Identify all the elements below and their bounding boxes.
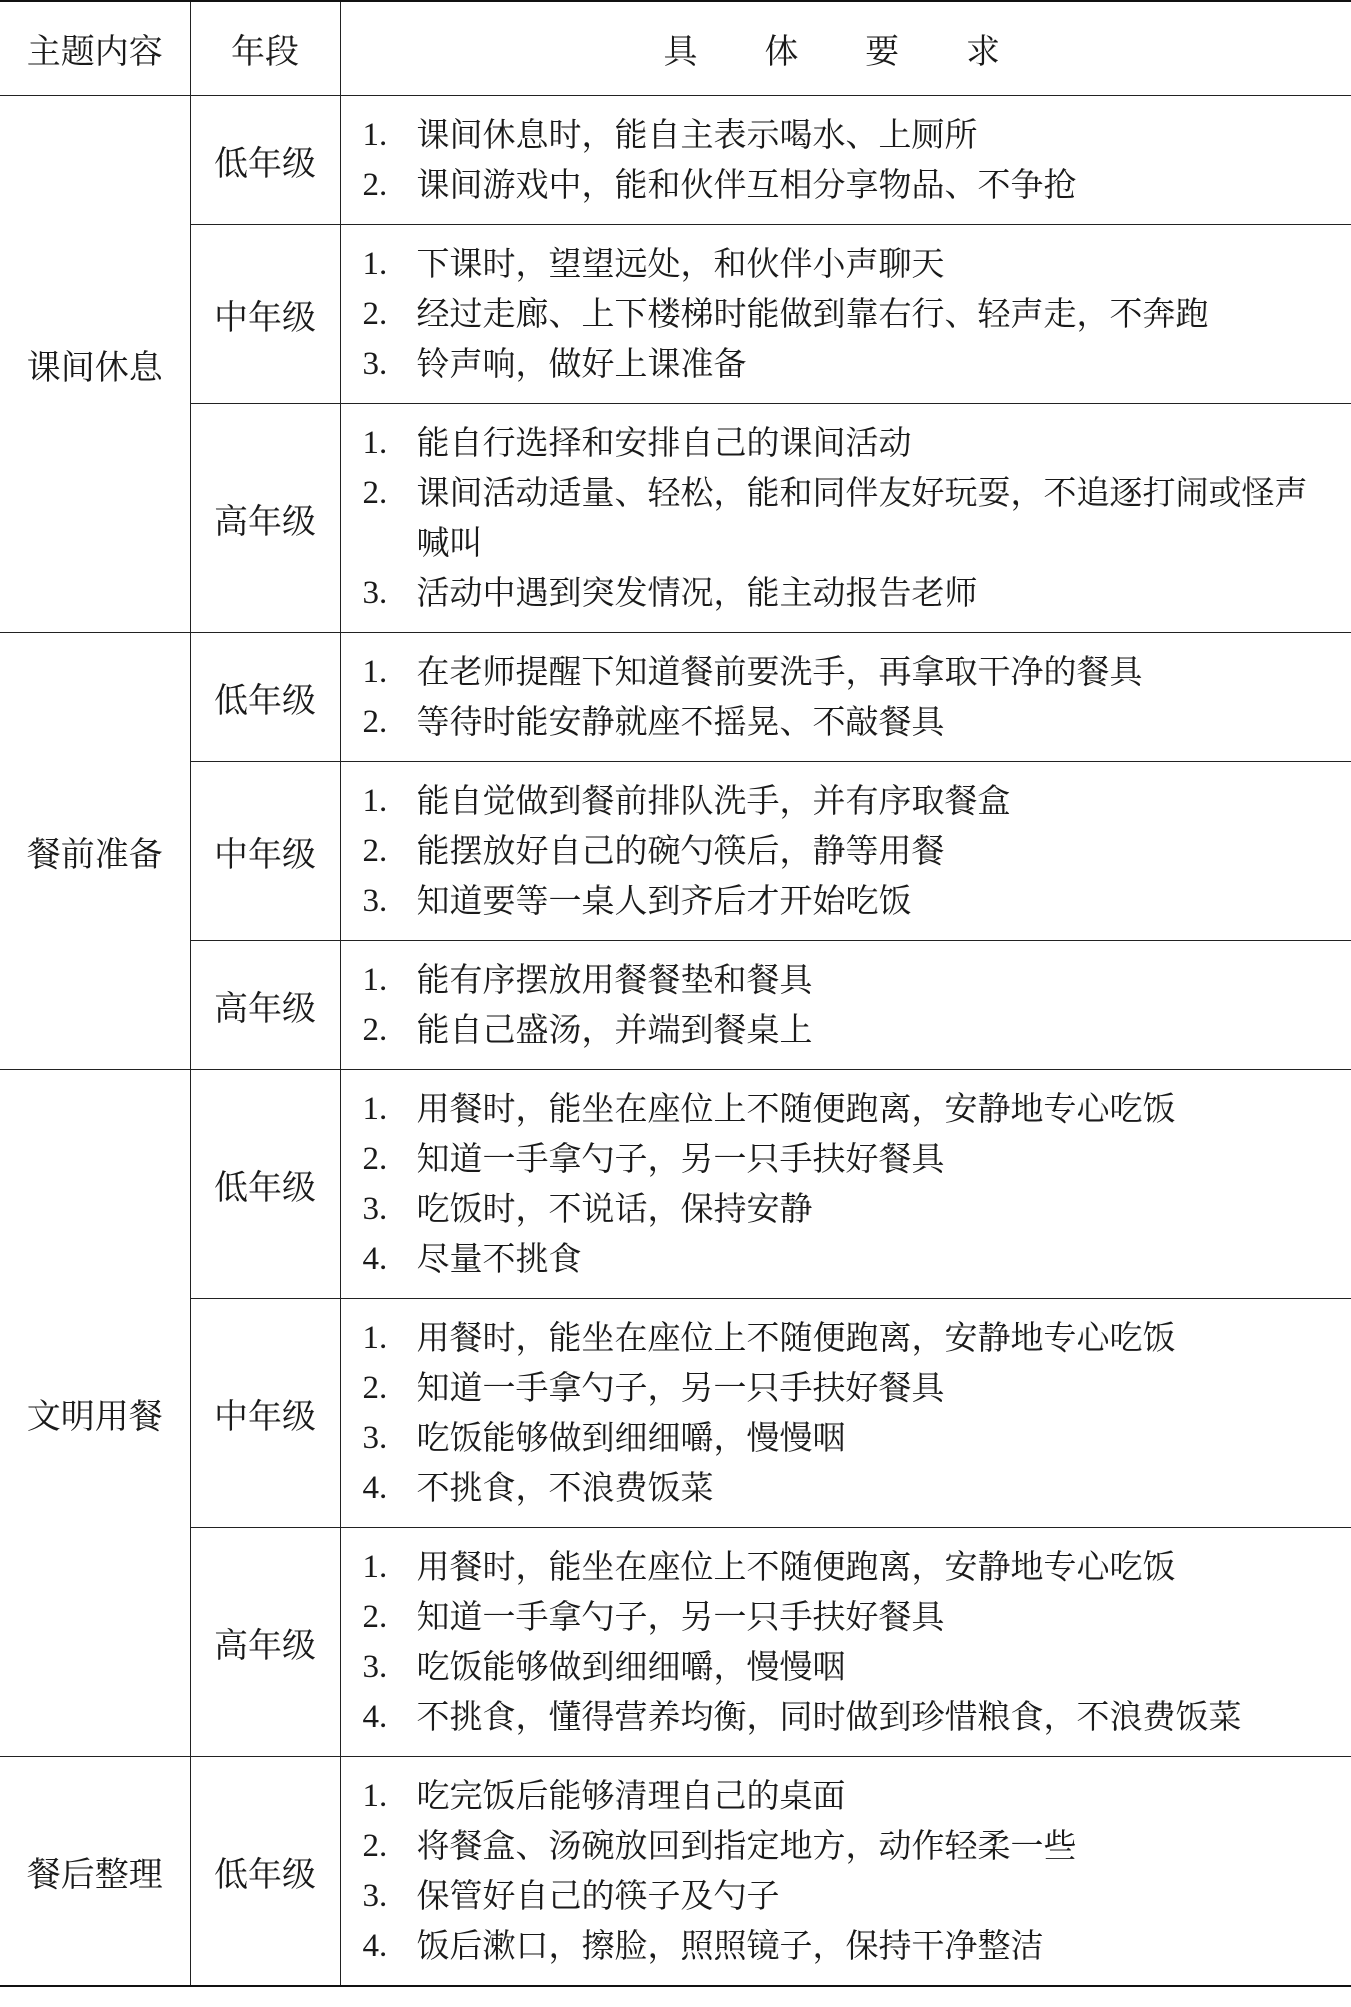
requirement-text: 不挑食，不浪费饭菜: [416, 1468, 714, 1507]
requirement-item: [363, 1542, 1334, 1592]
requirement-text: 课间游戏中，能和伙伴互相分享物品、不争抢: [416, 165, 1077, 204]
header-requirements: 具 体 要 求: [340, 1, 1351, 96]
requirement-text: 能自己盛汤，并端到餐桌上: [416, 1010, 813, 1049]
requirements-cell: [340, 404, 1351, 633]
requirement-text: 吃饭时，不说话，保持安静: [416, 1189, 813, 1228]
requirements-cell: [340, 1070, 1351, 1299]
requirement-item: [363, 1692, 1334, 1742]
requirement-number: 2.: [362, 167, 388, 203]
requirements-list: [363, 1542, 1334, 1742]
requirements-cell: [340, 633, 1351, 762]
grade-cell: 低年级: [190, 96, 340, 225]
requirement-text: 知道一手拿勺子，另一只手扶好餐具: [416, 1597, 945, 1636]
requirements-list: [363, 1771, 1334, 1971]
requirement-number: 1.: [362, 425, 388, 461]
requirement-number: 3.: [362, 1878, 388, 1914]
requirement-number: 4.: [362, 1470, 388, 1506]
table-row: [0, 96, 1351, 225]
theme-cell: 餐后整理: [0, 1757, 190, 1987]
requirement-number: 1.: [362, 1778, 388, 1814]
requirement-item: [363, 1871, 1334, 1921]
requirement-item: [363, 1084, 1334, 1134]
grade-cell: 高年级: [190, 1528, 340, 1757]
header-row: [0, 1, 1351, 96]
requirement-number: 2.: [362, 1012, 388, 1048]
requirement-text: 铃声响，做好上课准备: [416, 344, 747, 383]
requirement-text: 用餐时，能坐在座位上不随便跑离，安静地专心吃饭: [416, 1547, 1176, 1586]
requirement-number: 3.: [362, 1649, 388, 1685]
requirement-item: [363, 1234, 1334, 1284]
table-row: [0, 1070, 1351, 1299]
requirement-text: 在老师提醒下知道餐前要洗手，再拿取干净的餐具: [416, 652, 1143, 691]
requirement-item: [363, 647, 1334, 697]
table-row: [0, 1528, 1351, 1757]
table-row: [0, 633, 1351, 762]
requirement-text: 吃饭能够做到细细嚼，慢慢咽: [416, 1418, 846, 1457]
requirements-cell: [340, 225, 1351, 404]
theme-cell: 餐前准备: [0, 633, 190, 1070]
requirement-text: 知道一手拿勺子，另一只手扶好餐具: [416, 1368, 945, 1407]
requirement-text: 活动中遇到突发情况，能主动报告老师: [416, 573, 978, 612]
requirement-text: 下课时，望望远处，和伙伴小声聊天: [416, 244, 945, 283]
requirement-item: [363, 160, 1334, 210]
requirement-number: 1.: [362, 1549, 388, 1585]
grade-cell: 高年级: [190, 404, 340, 633]
table-row: [0, 762, 1351, 941]
requirement-item: [363, 1005, 1334, 1055]
requirement-item: [363, 1592, 1334, 1642]
requirements-cell: [340, 1299, 1351, 1528]
requirement-number: 1.: [362, 1091, 388, 1127]
requirements-cell: [340, 1757, 1351, 1987]
requirement-item: [363, 289, 1334, 339]
requirement-number: 2.: [362, 1370, 388, 1406]
requirement-item: [363, 239, 1334, 289]
requirement-item: [363, 1363, 1334, 1413]
requirement-text: 课间活动适量、轻松，能和同伴友好玩耍，不追逐打闹或怪声喊叫: [416, 473, 1308, 562]
requirements-list: [363, 110, 1334, 210]
requirement-number: 3.: [362, 883, 388, 919]
requirement-text: 知道要等一桌人到齐后才开始吃饭: [416, 881, 912, 920]
requirement-text: 饭后漱口，擦脸，照照镜子，保持干净整洁: [416, 1926, 1044, 1965]
requirement-number: 4.: [362, 1928, 388, 1964]
requirement-number: 3.: [362, 346, 388, 382]
requirement-number: 1.: [362, 1320, 388, 1356]
requirement-item: [363, 1642, 1334, 1692]
requirement-item: [363, 1134, 1334, 1184]
requirement-item: [363, 1821, 1334, 1871]
requirement-item: [363, 339, 1334, 389]
requirements-cell: [340, 762, 1351, 941]
requirement-text: 等待时能安静就座不摇晃、不敲餐具: [416, 702, 945, 741]
table-row: [0, 404, 1351, 633]
requirement-item: [363, 955, 1334, 1005]
table-row: [0, 225, 1351, 404]
theme-cell: 课间休息: [0, 96, 190, 633]
requirements-list: [363, 776, 1334, 926]
requirement-number: 2.: [362, 1828, 388, 1864]
requirement-number: 2.: [362, 296, 388, 332]
requirement-text: 能摆放好自己的碗勺筷后，静等用餐: [416, 831, 945, 870]
requirement-number: 1.: [362, 783, 388, 819]
requirement-number: 2.: [362, 1141, 388, 1177]
requirement-text: 不挑食，懂得营养均衡，同时做到珍惜粮食，不浪费饭菜: [416, 1697, 1242, 1736]
table-body: [0, 96, 1351, 1987]
requirement-item: [363, 826, 1334, 876]
requirement-item: [363, 568, 1334, 618]
requirement-text: 吃饭能够做到细细嚼，慢慢咽: [416, 1647, 846, 1686]
table-row: [0, 941, 1351, 1070]
requirement-text: 能有序摆放用餐餐垫和餐具: [416, 960, 813, 999]
requirements-list: [363, 418, 1334, 618]
requirement-item: [363, 1921, 1334, 1971]
requirement-number: 1.: [362, 117, 388, 153]
grade-cell: 中年级: [190, 762, 340, 941]
requirements-list: [363, 1313, 1334, 1513]
table-row: [0, 1299, 1351, 1528]
requirement-number: 1.: [362, 654, 388, 690]
requirement-number: 1.: [362, 962, 388, 998]
requirement-item: [363, 876, 1334, 926]
requirement-number: 3.: [362, 1420, 388, 1456]
theme-cell: 文明用餐: [0, 1070, 190, 1757]
grade-cell: 高年级: [190, 941, 340, 1070]
requirement-text: 经过走廊、上下楼梯时能做到靠右行、轻声走，不奔跑: [416, 294, 1209, 333]
requirement-text: 吃完饭后能够清理自己的桌面: [416, 1776, 846, 1815]
requirement-number: 3.: [362, 575, 388, 611]
requirement-item: [363, 1463, 1334, 1513]
requirement-item: [363, 1313, 1334, 1363]
requirement-number: 2.: [362, 704, 388, 740]
requirement-text: 用餐时，能坐在座位上不随便跑离，安静地专心吃饭: [416, 1089, 1176, 1128]
requirement-text: 尽量不挑食: [416, 1239, 582, 1278]
requirements-cell: [340, 96, 1351, 225]
requirement-item: [363, 1413, 1334, 1463]
requirements-cell: [340, 1528, 1351, 1757]
requirements-cell: [340, 941, 1351, 1070]
requirements-list: [363, 647, 1334, 747]
requirement-item: [363, 1184, 1334, 1234]
grade-cell: 低年级: [190, 1757, 340, 1987]
requirements-list: [363, 1084, 1334, 1284]
requirement-text: 知道一手拿勺子，另一只手扶好餐具: [416, 1139, 945, 1178]
requirement-number: 2.: [362, 1599, 388, 1635]
table-row: [0, 1757, 1351, 1987]
requirement-text: 保管好自己的筷子及勺子: [416, 1876, 780, 1915]
requirement-item: [363, 468, 1334, 568]
header-theme: 主题内容: [0, 1, 190, 96]
header-grade: 年段: [190, 1, 340, 96]
requirement-text: 用餐时，能坐在座位上不随便跑离，安静地专心吃饭: [416, 1318, 1176, 1357]
requirement-number: 4.: [362, 1241, 388, 1277]
grade-cell: 低年级: [190, 633, 340, 762]
requirement-number: 2.: [362, 833, 388, 869]
requirement-number: 2.: [362, 475, 388, 511]
requirement-item: [363, 418, 1334, 468]
grade-cell: 中年级: [190, 225, 340, 404]
requirement-item: [363, 1771, 1334, 1821]
requirement-text: 将餐盒、汤碗放回到指定地方，动作轻柔一些: [416, 1826, 1077, 1865]
grade-cell: 低年级: [190, 1070, 340, 1299]
requirement-number: 3.: [362, 1191, 388, 1227]
grade-cell: 中年级: [190, 1299, 340, 1528]
requirement-text: 能自行选择和安排自己的课间活动: [416, 423, 912, 462]
requirement-item: [363, 110, 1334, 160]
requirement-item: [363, 697, 1334, 747]
requirement-item: [363, 776, 1334, 826]
requirement-text: 能自觉做到餐前排队洗手，并有序取餐盒: [416, 781, 1011, 820]
requirements-list: [363, 239, 1334, 389]
requirements-list: [363, 955, 1334, 1055]
requirement-number: 4.: [362, 1699, 388, 1735]
requirement-text: 课间休息时，能自主表示喝水、上厕所: [416, 115, 978, 154]
requirement-number: 1.: [362, 246, 388, 282]
